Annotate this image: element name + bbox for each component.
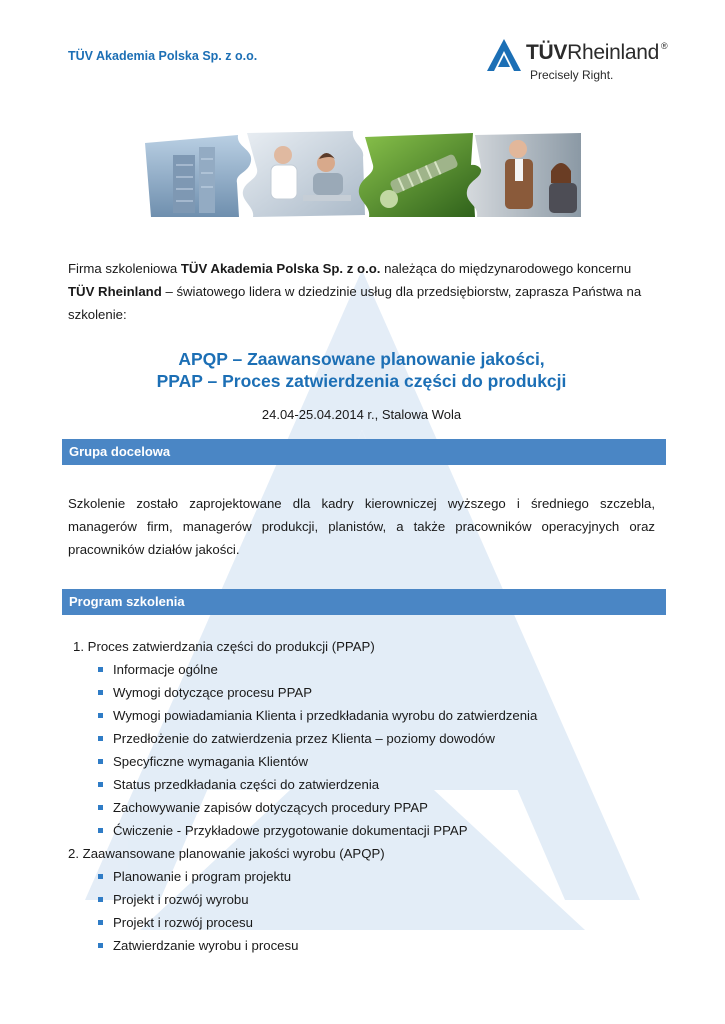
- bullet-icon: [98, 782, 103, 787]
- puzzle-piece-businesspeople: [467, 133, 581, 217]
- course-title-line-1: APQP – Zaawansowane planowanie jakości,: [178, 349, 545, 369]
- tuv-triangle-logo-icon: [486, 38, 522, 72]
- logo-wordmark: TÜVRheinland ®: [526, 41, 668, 64]
- puzzle-photo-collage: [143, 125, 583, 225]
- list-item: Projekt i rozwój procesu: [68, 911, 668, 934]
- list-item: Zachowywanie zapisów dotyczących procedury PPAP: [68, 796, 668, 819]
- intro-paragraph: Firma szkoleniowa TÜV Akademia Polska Sp. z o.o. należąca do międzynarodowego koncernu TÜV Rheinland – światowego lidera w dziedzinie usług dla przedsiębiorstw, zaprasza Państwa na szkolenie:: [68, 261, 642, 322]
- bullet-icon: [98, 759, 103, 764]
- course-date-location: 24.04-25.04.2014 r., Stalowa Wola: [261, 407, 462, 422]
- bullet-icon: [98, 828, 103, 833]
- list-item: Przedłożenie do zatwierdzenia przez Klienta – poziomy dowodów: [68, 727, 668, 750]
- program-section-title: 1. Proces zatwierdzania części do produkcji (PPAP): [73, 639, 375, 654]
- bullet-icon: [98, 897, 103, 902]
- company-name: TÜV Akademia Polska Sp. z o.o.: [68, 49, 258, 63]
- bullet-icon: [98, 943, 103, 948]
- list-item: Wymogi dotyczące procesu PPAP: [68, 681, 668, 704]
- program-section-title: 2. Zaawansowane planowanie jakości wyrobu (APQP): [68, 846, 385, 861]
- bullet-icon: [98, 874, 103, 879]
- list-item: Ćwiczenie - Przykładowe przygotowanie dokumentacji PPAP: [68, 819, 668, 842]
- bullet-icon: [98, 713, 103, 718]
- list-item: Specyficzne wymagania Klientów: [68, 750, 668, 773]
- list-item: Projekt i rozwój wyrobu: [68, 888, 668, 911]
- bullet-icon: [98, 920, 103, 925]
- section-heading-target-group: Grupa docelowa: [62, 439, 666, 465]
- list-item: Zatwierdzanie wyrobu i procesu: [68, 934, 668, 957]
- list-item: Wymogi powiadamiania Klienta i przedkładania wyrobu do zatwierdzenia: [68, 704, 668, 727]
- list-item: Planowanie i program projektu: [68, 865, 668, 888]
- puzzle-piece-machinery: [359, 133, 482, 217]
- puzzle-piece-building: [145, 135, 251, 217]
- bullet-icon: [98, 690, 103, 695]
- bullet-icon: [98, 736, 103, 741]
- course-title-line-2: PPAP – Proces zatwierdzenia części do produkcji: [156, 371, 567, 391]
- tuv-rheinland-logo: [486, 36, 676, 86]
- list-item: Status przedkładania części do zatwierdzenia: [68, 773, 668, 796]
- logo-tagline: Precisely Right.: [530, 68, 614, 82]
- bullet-icon: [98, 667, 103, 672]
- section-heading-program: Program szkolenia: [62, 589, 666, 615]
- program-list: [68, 635, 668, 957]
- bullet-icon: [98, 805, 103, 810]
- target-group-text: Szkolenie zostało zaprojektowane dla kadry kierowniczej wyższego i średniego szczebla, managerów firm, managerów produkcji, planistów, a także pracowników operacyjnych oraz pracowników działów jakości.: [68, 496, 655, 557]
- puzzle-piece-office-people: [243, 131, 365, 217]
- list-item: Informacje ogólne: [68, 658, 668, 681]
- course-title: [68, 348, 655, 392]
